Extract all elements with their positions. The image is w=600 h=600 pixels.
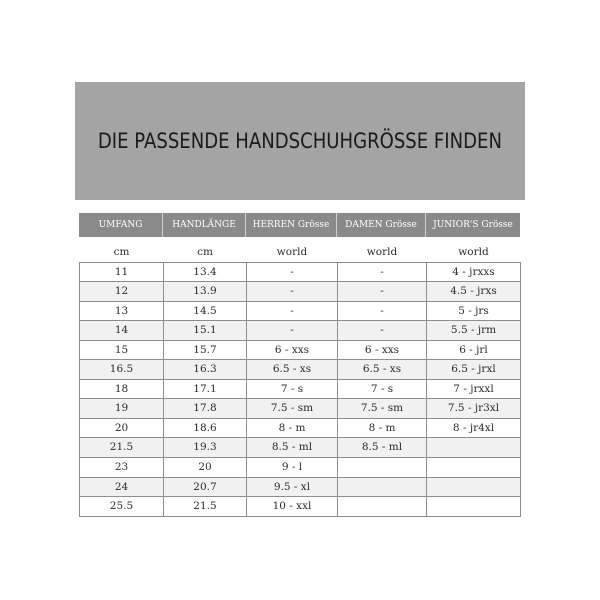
cell-damen (338, 458, 427, 478)
cell-umfang: 16.5 (80, 360, 164, 380)
table-row (80, 458, 521, 478)
table-row (80, 418, 521, 438)
cell-herren: - (247, 321, 338, 341)
cell-herren: - (247, 262, 338, 282)
cell-umfang: 25.5 (80, 497, 164, 517)
cell-damen (338, 477, 427, 497)
table-row (80, 399, 521, 419)
cell-juniors: 8 - jr4xl (427, 418, 521, 438)
header-damen: DAMEN Grösse (337, 213, 426, 237)
cell-juniors (427, 458, 521, 478)
header-herren: HERREN Grösse (246, 213, 337, 237)
cell-handlaenge: 18.6 (164, 418, 247, 438)
table-row (80, 497, 521, 517)
cell-juniors: 5.5 - jrm (427, 321, 521, 341)
unit-juniors: world (427, 243, 521, 262)
cell-juniors: 4.5 - jrxs (427, 282, 521, 302)
cell-umfang: 24 (80, 477, 164, 497)
units-row (80, 243, 521, 262)
cell-herren: - (247, 301, 338, 321)
cell-juniors: 4 - jrxxs (427, 262, 521, 282)
unit-herren: world (247, 243, 338, 262)
table-row (80, 282, 521, 302)
cell-damen: 8 - m (338, 418, 427, 438)
cell-handlaenge: 21.5 (164, 497, 247, 517)
cell-juniors: 7 - jrxxl (427, 379, 521, 399)
cell-umfang: 11 (80, 262, 164, 282)
cell-juniors (427, 477, 521, 497)
unit-damen: world (338, 243, 427, 262)
cell-juniors: 5 - jrs (427, 301, 521, 321)
cell-umfang: 18 (80, 379, 164, 399)
cell-damen: - (338, 262, 427, 282)
cell-handlaenge: 14.5 (164, 301, 247, 321)
cell-herren: 8 - m (247, 418, 338, 438)
cell-handlaenge: 17.1 (164, 379, 247, 399)
cell-herren: 7.5 - sm (247, 399, 338, 419)
cell-umfang: 19 (80, 399, 164, 419)
cell-handlaenge: 15.7 (164, 340, 247, 360)
cell-herren: - (247, 282, 338, 302)
cell-herren: 7 - s (247, 379, 338, 399)
header-juniors: JUNIOR'S Grösse (433, 220, 513, 230)
cell-umfang: 12 (80, 282, 164, 302)
cell-damen: 7.5 - sm (338, 399, 427, 419)
cell-damen: - (338, 321, 427, 341)
table-header (79, 213, 520, 237)
cell-juniors: 6.5 - jrxl (427, 360, 521, 380)
cell-damen (338, 497, 427, 517)
table-row (80, 360, 521, 380)
cell-handlaenge: 13.9 (164, 282, 247, 302)
unit-umfang: cm (80, 243, 164, 262)
cell-damen: 6.5 - xs (338, 360, 427, 380)
table-row (80, 301, 521, 321)
table-row (80, 340, 521, 360)
cell-umfang: 20 (80, 418, 164, 438)
table-row (80, 379, 521, 399)
cell-juniors (427, 497, 521, 517)
cell-juniors: 7.5 - jr3xl (427, 399, 521, 419)
cell-damen: 7 - s (338, 379, 427, 399)
cell-umfang: 23 (80, 458, 164, 478)
cell-handlaenge: 20.7 (164, 477, 247, 497)
cell-herren: 9 - l (247, 458, 338, 478)
cell-umfang: 21.5 (80, 438, 164, 458)
cell-damen: - (338, 301, 427, 321)
cell-damen: - (338, 282, 427, 302)
cell-handlaenge: 20 (164, 458, 247, 478)
cell-herren: 8.5 - ml (247, 438, 338, 458)
cell-handlaenge: 17.8 (164, 399, 247, 419)
cell-handlaenge: 13.4 (164, 262, 247, 282)
cell-herren: 10 - xxl (247, 497, 338, 517)
cell-umfang: 15 (80, 340, 164, 360)
cell-umfang: 14 (80, 321, 164, 341)
cell-handlaenge: 16.3 (164, 360, 247, 380)
table-row (80, 321, 521, 341)
cell-juniors (427, 438, 521, 458)
cell-herren: 6 - xxs (247, 340, 338, 360)
cell-damen: 6 - xxs (338, 340, 427, 360)
page-title: DIE PASSENDE HANDSCHUHGRÖSSE FINDEN (97, 129, 503, 153)
cell-herren: 9.5 - xl (247, 477, 338, 497)
title-banner (75, 82, 525, 200)
header-handlaenge: HANDLÄNGE (163, 213, 246, 237)
unit-handlaenge: cm (164, 243, 247, 262)
cell-handlaenge: 15.1 (164, 321, 247, 341)
cell-umfang: 13 (80, 301, 164, 321)
cell-damen: 8.5 - ml (338, 438, 427, 458)
cell-juniors: 6 - jrl (427, 340, 521, 360)
header-umfang: UMFANG (79, 213, 163, 237)
cell-handlaenge: 19.3 (164, 438, 247, 458)
table-row (80, 477, 521, 497)
cell-herren: 6.5 - xs (247, 360, 338, 380)
table-row (80, 262, 521, 282)
size-table (79, 243, 521, 517)
table-row (80, 438, 521, 458)
